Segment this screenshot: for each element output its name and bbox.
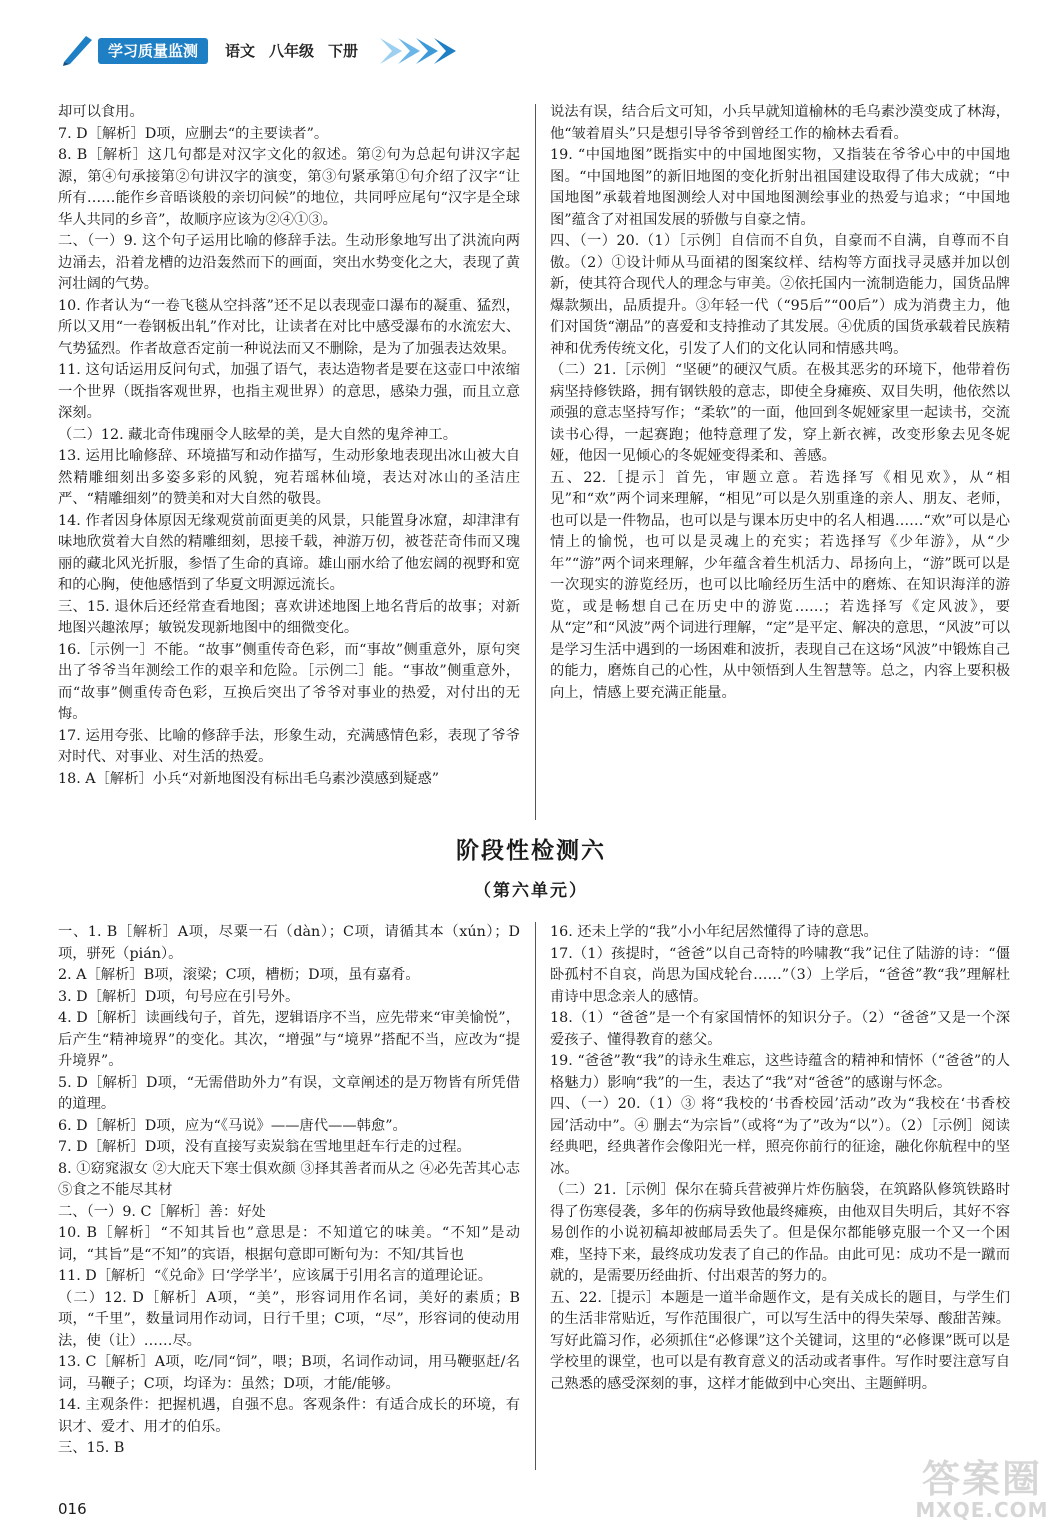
answer-paragraph: 16. 还未上学的“我”小小年纪居然懂得了诗的意思。	[550, 924, 878, 940]
page-header	[60, 30, 480, 70]
grade-label: 八年级	[269, 42, 315, 60]
answer-paragraph: 10. B［解析］“不知其旨也”意思是：不知道它的味美。“不知”是动词，“其旨”是“不知”的宾语，根据句意即可断句为：不知/其旨也	[58, 1225, 520, 1263]
page-number: 016	[58, 1500, 87, 1518]
answer-paragraph: 11. D［解析］“《兑命》曰‘学学半’，应该属于引用名言的道理论证。	[58, 1268, 493, 1284]
chevron-arrows-icon	[378, 36, 488, 66]
watermark-text: 答案圈	[921, 1457, 1042, 1501]
answers-column-right-bottom	[550, 922, 1010, 1395]
answer-paragraph: （二）21.［示例］“坚硬”的硬汉气质。在极其恶劣的环境下，他带着伤病坚持修铁路，拥有钢铁般的意志，即使全身瘫痪、双目失明，他依然以顽强的意志坚持写作；“柔软”的一面，他回到冬妮娅家里一起读书，交流读书心得，一起赛跑；他特意理了发，穿上新衣裤，改变形象去见冬妮娅，他因一见倾心的冬妮娅变得柔和、善感。	[550, 362, 1010, 464]
section-subtitle: （第六单元）	[474, 881, 588, 901]
answer-paragraph: 2. A［解析］B项，滚梁；C项，槽枥；D项，虽有嘉肴。	[58, 967, 420, 983]
answer-paragraph: 10. 作者认为“一卷飞毯从空抖落”还不足以表现壶口瀑布的凝重、猛烈，所以又用“一卷钢板出轧”作对比，让读者在对比中感受瀑布的水流宏大、气势猛烈。作者故意否定前一种说法而又不删除，是为了加强表达效果。	[58, 297, 520, 357]
answer-paragraph: 17.（1）孩提时，“爸爸”以自己奇特的吟啸教“我”记住了陆游的诗：“僵卧孤村不自哀，尚思为国戍轮台……”（3）上学后，“爸爸”教“我”理解杜甫诗中思念亲人的感情。	[550, 945, 1010, 1005]
answer-paragraph: 18.（1）“爸爸”是一个有家国情怀的知识分子。（2）“爸爸”又是一个深爱孩子、懂得教育的慈父。	[550, 1010, 1010, 1048]
answer-paragraph: 7. D［解析］D项，应删去“的主要读者”。	[58, 125, 329, 142]
answer-paragraph: 四、（一）20.（1）［示例］自信而不自负，自豪而不自满，自尊而不自傲。（2）①设计师从马面裙的图案纹样、结构等方面找寻灵感并加以创新，使其符合现代人的理念与审美。②依托国内一流制造能力，国货品牌爆款频出，品质提升。③年轻一代（“95后”“00后”）成为消费主力，他们对国货“潮品”的喜爱和支持推动了其发展。④优质的国货承载着民族精神和优秀传统文化，引发了人们的文化认同和情感共鸣。	[550, 233, 1010, 357]
answers-column-right-top	[550, 102, 1010, 704]
answer-paragraph: 19. “爸爸”教“我”的诗永生难忘，这些诗蕴含的精神和情怀（“爸爸”的人格魅力）影响“我”的一生，表达了“我”对“爸爸”的感谢与怀念。	[550, 1053, 1010, 1091]
answer-paragraph: 二、（一）9. C［解析］善：好处	[58, 1203, 266, 1220]
answer-paragraph: （二）12. 藏北奇伟瑰丽令人眩晕的美，是大自然的鬼斧神工。	[58, 426, 457, 443]
answer-paragraph: 说法有误，结合后文可知，小兵早就知道榆林的毛乌素沙漠变成了林海，他“皱着眉头”只是想引导爷爷到曾经工作的榆林去看看。	[550, 104, 1010, 142]
answer-paragraph: 14. 主观条件：把握机遇，自强不息。客观条件：有适合成长的环境，有识才、爱才、用才的伯乐。	[58, 1397, 520, 1435]
answer-paragraph: 14. 作者因身体原因无缘观赏前面更美的风景，只能置身冰窟，却津津有味地欣赏着大自然的精雕细刻，思接千载，神游万仞，被苍茫奇伟而又瑰丽的藏北风光折服，参悟了生命的真谛。雄山丽水给了他宏阔的视野和宽和的心胸，使他感悟到了华夏文明源远流长。	[58, 512, 520, 593]
answer-paragraph: 8. B［解析］这几句都是对汉字文化的叙述。第②句为总起句讲汉字起源，第④句承接第②句讲汉字的演变，第③句紧承第①句介绍了汉字“让所有……能作乡音晤谈般的亲切问候”的地位，共同呼应尾句“汉字是全球华人共同的乡音”，故顺序应该为②④①③。	[58, 147, 520, 228]
answers-column-left-bottom	[58, 922, 520, 1460]
answer-paragraph: 4. D［解析］读画线句子，首先，逻辑语序不当，应先带来“审美愉悦”，后产生“精神境界”的变化。其次，“增强”与“境界”搭配不当，应改为“提升境界”。	[58, 1010, 520, 1069]
volume-label: 下册	[328, 42, 359, 60]
answer-paragraph: 19. “中国地图”既指实中的中国地图实物，又指装在爷爷心中的中国地图。“中国地图”的新旧地图的变化折射出祖国建设取得了伟大成就；“中国地图”承载着地图测绘人对中国地图测绘事业的热爱与追求；“中国地图”蕴含了对祖国发展的骄傲与自豪之情。	[550, 147, 1010, 228]
watermark-logo	[912, 1448, 1052, 1526]
answer-paragraph: 13. 运用比喻修辞、环境描写和动作描写，生动形象地表现出冰山被大自然精雕细刻出多姿多彩的风貌，宛若瑶林仙境，表达对冰山的圣洁庄严、“精雕细刻”的赞美和对大自然的敬畏。	[58, 448, 520, 507]
answer-paragraph: （二）21.［示例］保尔在骑兵营被弹片炸伤脑袋，在筑路队修筑铁路时得了伤寒侵袭，多年的伤病导致他最终瘫痪，由他双目失明后，其好不容易创作的小说初稿却被邮局丢失了。但是保尔都能够克服一个又一个困难，坚持下来，最终成功发表了自己的作品。由此可见：成功不是一蹴而就的，是需要历经曲折、付出艰苦的努力的。	[550, 1182, 1010, 1284]
answer-paragraph: 二、（一）9. 这个句子运用比喻的修辞手法。生动形象地写出了洪流向两边涌去，沿着龙槽的边沿轰然而下的画面，突出水势变化之大，表现了黄河壮阔的气势。	[58, 233, 520, 292]
watermark-url: MXQE.COM	[915, 1498, 1049, 1522]
series-label: 学习质量监测	[98, 38, 208, 64]
answer-paragraph: 却可以食用。	[58, 104, 144, 120]
answer-paragraph: 13. C［解析］A项，吃/同“饲”，喂；B项，名词作动词，用马鞭驱赶/名词，马鞭子；C项，均译为：虽然；D项，才能/能够。	[58, 1354, 520, 1392]
column-divider-top	[535, 104, 536, 820]
answer-paragraph: 三、15. B	[58, 1440, 125, 1456]
answer-paragraph: 17. 运用夸张、比喻的修辞手法，形象生动，充满感情色彩，表现了爷爷对时代、对事业、对生活的热爱。	[58, 727, 520, 765]
book-info	[225, 38, 372, 64]
answers-column-left-top	[58, 102, 520, 790]
answer-paragraph: （二）12. D［解析］A项，“美”，形容词用作名词，美好的素质；B项，“千里”，数量词用作动词，日行千里；C项，“尽”，形容词的使动用法，使（让）……尽。	[58, 1289, 520, 1349]
answer-paragraph: 11. 这句话运用反问句式，加强了语气，表达造物者是要在这壶口中浓缩一个世界（既指客观世界，也指主观世界）的意思，感染力强，而且立意深刻。	[58, 362, 520, 421]
answer-paragraph: 三、15. 退休后还经常查看地图；喜欢讲述地图上地名背后的故事；对新地图兴趣浓厚；敏锐发现新地图中的细微变化。	[58, 598, 520, 636]
answer-paragraph: 6. D［解析］D项，应为“《马说》——唐代——韩愈”。	[58, 1117, 407, 1134]
answer-paragraph: 五、22.［提示］首先，审题立意。若选择写《相见欢》，从“相见”和“欢”两个词来理解，“相见”可以是久别重逢的亲人、朋友、老师，也可以是一件物品，也可以是与课本历史中的名人相遇……“欢”可以是心情上的愉悦，也可以是灵魂上的充实；若选择写《少年游》，从“少年”“游”两个词来理解，少年蕴含着生机活力、昂扬向上，“游”既可以是一次现实的游览经历，也可以比喻经历生活中的磨炼、在知识海洋的游览，或是畅想自己在历史中的游览……；若选择写《定风波》，要从“定”和“风波”两个词进行理解，“定”是平定、解决的意思，“风波”可以是学习生活中遇到的一场困难和波折，表现自己在这场“风波”中锻炼自己的能力，磨炼自己的心性，从中领悟到人生智慧等。总之，内容上要积极向上，情感上要充满正能量。	[550, 469, 1010, 701]
pen-icon	[60, 32, 96, 66]
answer-paragraph: 18. A［解析］小兵“对新地图没有标出毛乌素沙漠感到疑惑”	[58, 770, 440, 787]
subject-label: 语文	[225, 42, 256, 60]
answer-paragraph: 四、（一）20.（1）③ 将“我校的‘书香校园’活动”改为“我校在‘书香校园’活动中”。④ 删去“为宗旨”（或将“为了”改为“以”）。（2）［示例］阅读经典吧，经典著作会像阳光一样，照亮你前行的征途，融化你航程中的坚冰。	[550, 1096, 1010, 1177]
section-title: 阶段性检测六	[456, 838, 606, 864]
answer-paragraph: 16.［示例一］不能。“故事”侧重传奇色彩，而“事故”侧重意外，原句突出了爷爷当年测绘工作的艰辛和危险。［示例二］能。“事故”侧重意外，而“故事”侧重传奇色彩，互换后突出了爷爷对事业的热爱，对付出的无悔。	[58, 641, 520, 722]
column-divider-bottom	[535, 922, 536, 1470]
answer-paragraph: 5. D［解析］D项，“无需借助外力”有误，文章阐述的是万物皆有所凭借的道理。	[58, 1074, 520, 1112]
answer-paragraph: 一、1. B［解析］A项，尽粟一石（dàn）；C项，请循其本（xún）；D项，骈死（pián）。	[58, 924, 520, 962]
answer-paragraph: 7. D［解析］D项，没有直接写卖炭翁在雪地里赶车行走的过程。	[58, 1139, 471, 1155]
answer-paragraph: 3. D［解析］D项，句号应在引号外。	[58, 988, 300, 1005]
answer-paragraph: 8. ①窈窕淑女 ②大庇天下寒士俱欢颜 ③择其善者而从之 ④必先苦其心志 ⑤食之不能尽其材	[58, 1160, 520, 1198]
answer-paragraph: 五、22.［提示］本题是一道半命题作文，是有关成长的题目，与学生们的生活非常贴近，写作范围很广，可以写生活中的得失荣辱、酸甜苦辣。写好此篇习作，必须抓住“必修课”这个关键词，这里的“必修课”既可以是学校里的课堂，也可以是有教育意义的活动或者事件。写作时要注意写自己熟悉的感受深刻的事，这样才能做到中心突出、主题鲜明。	[550, 1289, 1010, 1392]
